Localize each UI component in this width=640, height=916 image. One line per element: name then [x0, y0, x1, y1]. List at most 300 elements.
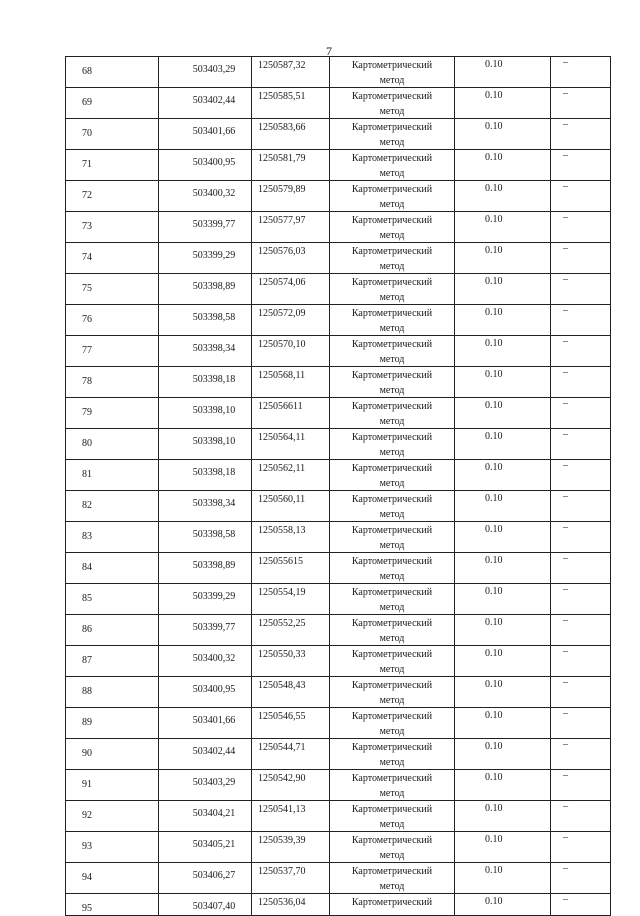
note-cell: [551, 522, 611, 553]
x-coordinate-cell: [159, 584, 252, 615]
method-line-1: Картометрический: [351, 122, 433, 133]
y-coordinate-cell: [252, 677, 330, 708]
accuracy-cell: [455, 57, 551, 88]
accuracy-cell: [455, 243, 551, 274]
x-coordinate-cell: [159, 57, 252, 88]
note-dash: –: [563, 646, 568, 657]
y-coordinate: 1250541,13: [258, 804, 306, 815]
y-coordinate: 1250542,90: [258, 773, 306, 784]
point-number-cell: [66, 274, 159, 305]
method-line-2: метод: [379, 757, 405, 768]
note-dash: –: [563, 243, 568, 254]
method-line-2: метод: [379, 633, 405, 644]
table-row: [66, 88, 611, 119]
accuracy-value: 0.10: [485, 617, 503, 628]
x-coordinate: 503401,66: [192, 126, 236, 137]
note-dash: –: [563, 894, 568, 905]
x-coordinate: 503400,32: [192, 653, 236, 664]
note-dash: –: [563, 708, 568, 719]
x-coordinate: 503398,34: [192, 498, 236, 509]
method-cell: [330, 305, 455, 336]
x-coordinate: 503398,10: [192, 405, 236, 416]
method-line-2: метод: [379, 664, 405, 675]
y-coordinate: 1250587,32: [258, 60, 306, 71]
method-cell: [330, 243, 455, 274]
point-number-cell: [66, 57, 159, 88]
y-coordinate-cell: [252, 150, 330, 181]
table-row: [66, 336, 611, 367]
note-dash: –: [563, 801, 568, 812]
method-line-1: Картометрический: [351, 742, 433, 753]
point-number-cell: [66, 119, 159, 150]
y-coordinate: 125056611: [258, 401, 303, 412]
y-coordinate-cell: [252, 212, 330, 243]
accuracy-value: 0.10: [485, 276, 503, 287]
y-coordinate-cell: [252, 336, 330, 367]
table-row: [66, 801, 611, 832]
table-row: [66, 243, 611, 274]
accuracy-cell: [455, 88, 551, 119]
note-cell: [551, 181, 611, 212]
point-number: 88: [82, 686, 92, 697]
table-row: [66, 522, 611, 553]
note-dash: –: [563, 770, 568, 781]
x-coordinate-cell: [159, 181, 252, 212]
method-line-1: Картометрический: [351, 587, 433, 598]
table-row: [66, 181, 611, 212]
method-line-1: Картометрический: [351, 215, 433, 226]
method-cell: [330, 646, 455, 677]
method-line-1: Картометрический: [351, 680, 433, 691]
x-coordinate: 503399,29: [192, 250, 236, 261]
y-coordinate: 1250570,10: [258, 339, 306, 350]
note-cell: [551, 832, 611, 863]
method-line-1: Картометрический: [351, 91, 433, 102]
x-coordinate-cell: [159, 615, 252, 646]
accuracy-cell: [455, 863, 551, 894]
method-cell: [330, 491, 455, 522]
x-coordinate-cell: [159, 863, 252, 894]
table-row: [66, 119, 611, 150]
note-cell: [551, 367, 611, 398]
x-coordinate-cell: [159, 646, 252, 677]
x-coordinate-cell: [159, 491, 252, 522]
x-coordinate-cell: [159, 429, 252, 460]
note-dash: –: [563, 584, 568, 595]
y-coordinate: 1250564,11: [258, 432, 306, 443]
x-coordinate: 503398,34: [192, 343, 236, 354]
point-number-cell: [66, 863, 159, 894]
accuracy-value: 0.10: [485, 462, 503, 473]
method-line-1: Картометрический: [351, 711, 433, 722]
table-row: [66, 770, 611, 801]
x-coordinate-cell: [159, 553, 252, 584]
y-coordinate-cell: [252, 708, 330, 739]
accuracy-cell: [455, 801, 551, 832]
point-number: 91: [82, 779, 92, 790]
y-coordinate: 1250537,70: [258, 866, 306, 877]
x-coordinate-cell: [159, 243, 252, 274]
accuracy-value: 0.10: [485, 648, 503, 659]
accuracy-value: 0.10: [485, 214, 503, 225]
x-coordinate-cell: [159, 367, 252, 398]
note-cell: [551, 243, 611, 274]
note-cell: [551, 491, 611, 522]
note-dash: –: [563, 212, 568, 223]
method-cell: [330, 274, 455, 305]
method-line-1: Картометрический: [351, 494, 433, 505]
x-coordinate: 503404,21: [192, 808, 236, 819]
accuracy-cell: [455, 367, 551, 398]
accuracy-cell: [455, 522, 551, 553]
x-coordinate-cell: [159, 708, 252, 739]
note-cell: [551, 584, 611, 615]
x-coordinate-cell: [159, 677, 252, 708]
method-cell: [330, 398, 455, 429]
method-cell: [330, 801, 455, 832]
y-coordinate: 1250574,06: [258, 277, 306, 288]
x-coordinate: 503402,44: [192, 95, 236, 106]
note-dash: –: [563, 57, 568, 68]
note-dash: –: [563, 677, 568, 688]
table-row: [66, 429, 611, 460]
note-dash: –: [563, 832, 568, 843]
accuracy-cell: [455, 336, 551, 367]
accuracy-value: 0.10: [485, 524, 503, 535]
note-dash: –: [563, 181, 568, 192]
method-cell: [330, 584, 455, 615]
note-cell: [551, 150, 611, 181]
accuracy-value: 0.10: [485, 865, 503, 876]
note-dash: –: [563, 336, 568, 347]
x-coordinate: 503403,29: [192, 64, 236, 75]
point-number: 79: [82, 407, 92, 418]
accuracy-value: 0.10: [485, 834, 503, 845]
x-coordinate-cell: [159, 119, 252, 150]
accuracy-value: 0.10: [485, 183, 503, 194]
method-line-2: метод: [379, 75, 405, 86]
point-number-cell: [66, 429, 159, 460]
x-coordinate: 503399,29: [192, 591, 236, 602]
accuracy-cell: [455, 491, 551, 522]
x-coordinate-cell: [159, 832, 252, 863]
method-line-1: Картометрический: [351, 432, 433, 443]
point-number-cell: [66, 522, 159, 553]
accuracy-cell: [455, 739, 551, 770]
accuracy-value: 0.10: [485, 431, 503, 442]
table-row: [66, 646, 611, 677]
table-row: [66, 491, 611, 522]
table-row: [66, 460, 611, 491]
note-dash: –: [563, 491, 568, 502]
accuracy-cell: [455, 429, 551, 460]
accuracy-value: 0.10: [485, 741, 503, 752]
method-cell: [330, 57, 455, 88]
table-row: [66, 274, 611, 305]
method-line-2: метод: [379, 819, 405, 830]
accuracy-value: 0.10: [485, 338, 503, 349]
accuracy-cell: [455, 646, 551, 677]
point-number-cell: [66, 367, 159, 398]
y-coordinate: 1250536,04: [258, 897, 306, 908]
coordinates-table: [65, 56, 611, 916]
table-row: [66, 739, 611, 770]
method-cell: [330, 367, 455, 398]
note-cell: [551, 677, 611, 708]
y-coordinate: 1250546,55: [258, 711, 306, 722]
point-number-cell: [66, 243, 159, 274]
table-row: [66, 615, 611, 646]
accuracy-value: 0.10: [485, 772, 503, 783]
y-coordinate-cell: [252, 584, 330, 615]
method-cell: [330, 770, 455, 801]
point-number: 73: [82, 221, 92, 232]
x-coordinate: 503399,77: [192, 622, 236, 633]
method-line-2: метод: [379, 168, 405, 179]
note-dash: –: [563, 88, 568, 99]
note-dash: –: [563, 553, 568, 564]
accuracy-value: 0.10: [485, 121, 503, 132]
x-coordinate-cell: [159, 88, 252, 119]
method-cell: [330, 615, 455, 646]
note-cell: [551, 553, 611, 584]
note-cell: [551, 801, 611, 832]
x-coordinate: 503407,40: [192, 901, 236, 912]
table-row: [66, 584, 611, 615]
method-line-2: метод: [379, 509, 405, 520]
method-line-1: Картометрический: [351, 463, 433, 474]
method-cell: [330, 88, 455, 119]
accuracy-value: 0.10: [485, 59, 503, 70]
point-number: 94: [82, 872, 92, 883]
x-coordinate: 503405,21: [192, 839, 236, 850]
method-line-1: Картометрический: [351, 184, 433, 195]
y-coordinate: 1250577,97: [258, 215, 306, 226]
point-number: 93: [82, 841, 92, 852]
x-coordinate-cell: [159, 460, 252, 491]
method-line-1: Картометрический: [351, 246, 433, 257]
method-line-1: Картометрический: [351, 339, 433, 350]
y-coordinate-cell: [252, 88, 330, 119]
point-number-cell: [66, 491, 159, 522]
accuracy-cell: [455, 119, 551, 150]
method-line-1: Картометрический: [351, 835, 433, 846]
method-line-1: Картометрический: [351, 556, 433, 567]
x-coordinate-cell: [159, 522, 252, 553]
y-coordinate-cell: [252, 739, 330, 770]
note-cell: [551, 274, 611, 305]
point-number: 95: [82, 903, 92, 914]
note-cell: [551, 429, 611, 460]
accuracy-cell: [455, 212, 551, 243]
y-coordinate-cell: [252, 863, 330, 894]
y-coordinate-cell: [252, 274, 330, 305]
x-coordinate: 503398,58: [192, 529, 236, 540]
accuracy-value: 0.10: [485, 400, 503, 411]
point-number-cell: [66, 336, 159, 367]
point-number: 76: [82, 314, 92, 325]
y-coordinate: 1250576,03: [258, 246, 306, 257]
point-number: 68: [82, 66, 92, 77]
method-line-1: Картометрический: [351, 897, 433, 908]
x-coordinate: 503402,44: [192, 746, 236, 757]
x-coordinate: 503398,10: [192, 436, 236, 447]
note-dash: –: [563, 367, 568, 378]
x-coordinate-cell: [159, 336, 252, 367]
point-number-cell: [66, 770, 159, 801]
point-number-cell: [66, 646, 159, 677]
y-coordinate: 1250581,79: [258, 153, 306, 164]
point-number-cell: [66, 212, 159, 243]
x-coordinate-cell: [159, 398, 252, 429]
method-line-2: метод: [379, 850, 405, 861]
x-coordinate: 503403,29: [192, 777, 236, 788]
method-cell: [330, 150, 455, 181]
accuracy-cell: [455, 615, 551, 646]
note-cell: [551, 770, 611, 801]
method-cell: [330, 181, 455, 212]
x-coordinate-cell: [159, 212, 252, 243]
table-row: [66, 212, 611, 243]
point-number-cell: [66, 181, 159, 212]
method-line-2: метод: [379, 695, 405, 706]
point-number: 82: [82, 500, 92, 511]
method-line-2: метод: [379, 478, 405, 489]
note-cell: [551, 305, 611, 336]
point-number: 89: [82, 717, 92, 728]
accuracy-value: 0.10: [485, 152, 503, 163]
method-line-1: Картометрический: [351, 866, 433, 877]
point-number: 84: [82, 562, 92, 573]
method-cell: [330, 553, 455, 584]
method-cell: [330, 708, 455, 739]
note-cell: [551, 739, 611, 770]
note-dash: –: [563, 398, 568, 409]
x-coordinate: 503400,32: [192, 188, 236, 199]
accuracy-cell: [455, 584, 551, 615]
y-coordinate: 1250558,13: [258, 525, 306, 536]
point-number: 78: [82, 376, 92, 387]
x-coordinate: 503398,18: [192, 467, 236, 478]
accuracy-cell: [455, 305, 551, 336]
method-line-1: Картометрический: [351, 308, 433, 319]
y-coordinate: 1250544,71: [258, 742, 306, 753]
table-row: [66, 708, 611, 739]
method-line-1: Картометрический: [351, 773, 433, 784]
note-cell: [551, 615, 611, 646]
method-cell: [330, 212, 455, 243]
method-line-2: метод: [379, 881, 405, 892]
method-line-1: Картометрический: [351, 618, 433, 629]
accuracy-value: 0.10: [485, 245, 503, 256]
method-line-2: метод: [379, 354, 405, 365]
table-row: [66, 553, 611, 584]
method-cell: [330, 429, 455, 460]
method-line-2: метод: [379, 788, 405, 799]
accuracy-value: 0.10: [485, 803, 503, 814]
y-coordinate-cell: [252, 429, 330, 460]
note-dash: –: [563, 739, 568, 750]
note-cell: [551, 863, 611, 894]
point-number-cell: [66, 801, 159, 832]
point-number: 71: [82, 159, 92, 170]
y-coordinate: 1250560,11: [258, 494, 306, 505]
method-line-1: Картометрический: [351, 649, 433, 660]
method-cell: [330, 677, 455, 708]
y-coordinate-cell: [252, 460, 330, 491]
accuracy-cell: [455, 553, 551, 584]
point-number-cell: [66, 739, 159, 770]
table-row: [66, 863, 611, 894]
method-line-2: [330, 909, 454, 912]
x-coordinate: 503400,95: [192, 157, 236, 168]
method-line-2: метод: [379, 571, 405, 582]
note-dash: –: [563, 460, 568, 471]
point-number-cell: [66, 553, 159, 584]
point-number: 80: [82, 438, 92, 449]
method-line-2: метод: [379, 602, 405, 613]
method-line-2: метод: [379, 137, 405, 148]
point-number: 86: [82, 624, 92, 635]
method-cell: [330, 460, 455, 491]
method-cell: [330, 336, 455, 367]
table-row: [66, 57, 611, 88]
method-cell: [330, 522, 455, 553]
accuracy-value: 0.10: [485, 90, 503, 101]
method-line-2: метод: [379, 261, 405, 272]
y-coordinate-cell: [252, 801, 330, 832]
note-cell: [551, 398, 611, 429]
y-coordinate-cell: [252, 553, 330, 584]
note-cell: [551, 88, 611, 119]
method-line-2: метод: [379, 385, 405, 396]
accuracy-cell: [455, 460, 551, 491]
note-cell: [551, 57, 611, 88]
x-coordinate: 503398,89: [192, 560, 236, 571]
y-coordinate-cell: [252, 646, 330, 677]
accuracy-cell: [455, 770, 551, 801]
x-coordinate-cell: [159, 739, 252, 770]
point-number-cell: [66, 677, 159, 708]
accuracy-value: 0.10: [485, 896, 503, 907]
note-cell: [551, 212, 611, 243]
note-cell: [551, 708, 611, 739]
point-number: 70: [82, 128, 92, 139]
method-cell: [330, 119, 455, 150]
y-coordinate: 1250539,39: [258, 835, 306, 846]
accuracy-cell: [455, 708, 551, 739]
point-number: 69: [82, 97, 92, 108]
y-coordinate-cell: [252, 615, 330, 646]
method-line-2: метод: [379, 199, 405, 210]
point-number-cell: [66, 305, 159, 336]
y-coordinate-cell: [252, 305, 330, 336]
method-line-1: Картометрический: [351, 277, 433, 288]
y-coordinate-cell: [252, 57, 330, 88]
accuracy-value: 0.10: [485, 586, 503, 597]
accuracy-cell: [455, 274, 551, 305]
note-dash: –: [563, 119, 568, 130]
note-dash: –: [563, 522, 568, 533]
accuracy-cell: [455, 398, 551, 429]
x-coordinate: 503401,66: [192, 715, 236, 726]
point-number-cell: [66, 150, 159, 181]
y-coordinate-cell: [252, 522, 330, 553]
method-line-1: Картометрический: [351, 525, 433, 536]
y-coordinate-cell: [252, 243, 330, 274]
y-coordinate: 1250585,51: [258, 91, 306, 102]
method-line-1: Картометрический: [351, 401, 433, 412]
